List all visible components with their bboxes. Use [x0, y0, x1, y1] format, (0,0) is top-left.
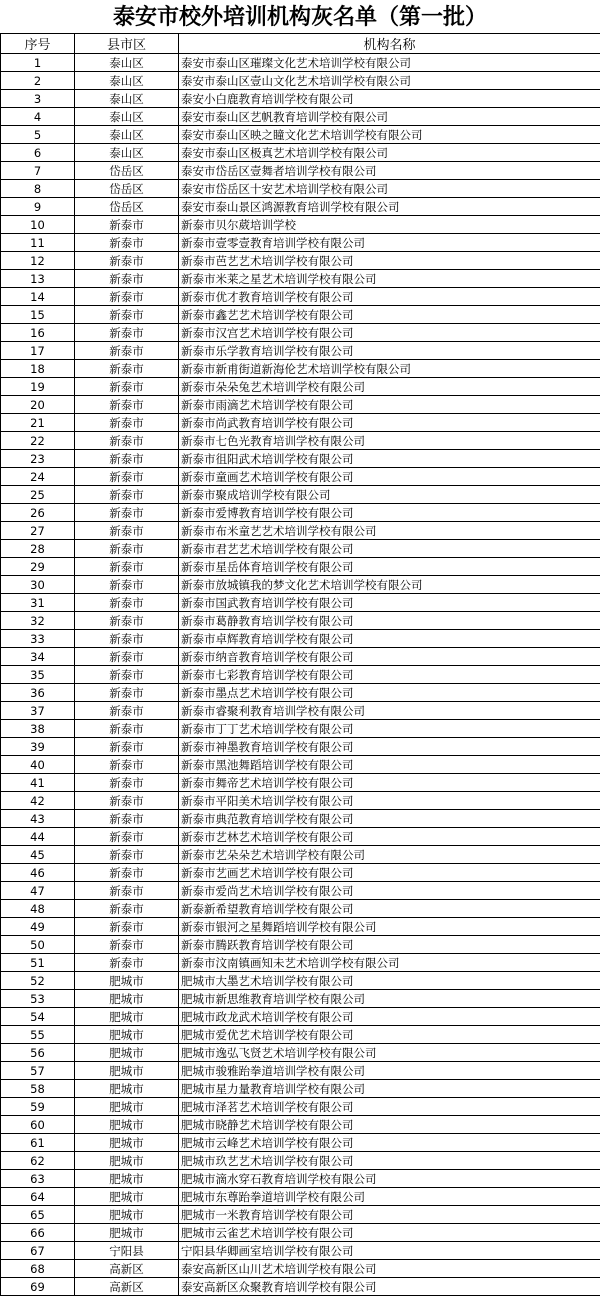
- name-cell: 泰安市泰山区璀璨文化艺术培训学校有限公司: [179, 54, 600, 72]
- county-cell: 肥城市: [75, 1170, 179, 1188]
- seq-cell: 59: [1, 1098, 75, 1116]
- seq-cell: 45: [1, 846, 75, 864]
- name-cell: 新泰市汶南镇画知未艺术培训学校有限公司: [179, 954, 600, 972]
- county-cell: 泰山区: [75, 108, 179, 126]
- name-cell: 肥城市新思维教育培训学校有限公司: [179, 990, 600, 1008]
- table-row: [1, 648, 600, 666]
- seq-cell: 56: [1, 1044, 75, 1062]
- name-cell: 新泰市纳音教育培训学校有限公司: [179, 648, 600, 666]
- seq-cell: 18: [1, 360, 75, 378]
- table-row: [1, 162, 600, 180]
- name-cell: 肥城市爱优艺术培训学校有限公司: [179, 1026, 600, 1044]
- name-cell: 新泰市星岳体育培训学校有限公司: [179, 558, 600, 576]
- name-cell: 肥城市滴水穿石教育培训学校有限公司: [179, 1170, 600, 1188]
- grey-list-table: [0, 34, 600, 1296]
- county-cell: 新泰市: [75, 810, 179, 828]
- name-cell: 新泰市葛静教育培训学校有限公司: [179, 612, 600, 630]
- county-cell: 新泰市: [75, 288, 179, 306]
- name-cell: 新泰市七色光教育培训学校有限公司: [179, 432, 600, 450]
- name-cell: 泰安市泰山区映之瞳文化艺术培训学校有限公司: [179, 126, 600, 144]
- name-cell: 新泰市丁丁艺术培训学校有限公司: [179, 720, 600, 738]
- county-cell: 肥城市: [75, 1080, 179, 1098]
- county-cell: 岱岳区: [75, 162, 179, 180]
- table-row: [1, 918, 600, 936]
- seq-cell: 51: [1, 954, 75, 972]
- table-row: [1, 612, 600, 630]
- table-row: [1, 594, 600, 612]
- county-cell: 肥城市: [75, 1008, 179, 1026]
- seq-cell: 1: [1, 54, 75, 72]
- name-cell: 新泰市国武教育培训学校有限公司: [179, 594, 600, 612]
- table-row: [1, 882, 600, 900]
- table-row: [1, 360, 600, 378]
- table-row: [1, 324, 600, 342]
- table-header-row: [1, 34, 600, 54]
- county-cell: 新泰市: [75, 432, 179, 450]
- seq-cell: 67: [1, 1242, 75, 1260]
- seq-cell: 28: [1, 540, 75, 558]
- county-cell: 新泰市: [75, 630, 179, 648]
- table-row: [1, 108, 600, 126]
- table-row: [1, 666, 600, 684]
- table-row: [1, 846, 600, 864]
- name-cell: 新泰市爱博教育培训学校有限公司: [179, 504, 600, 522]
- county-cell: 新泰市: [75, 846, 179, 864]
- table-row: [1, 378, 600, 396]
- name-cell: 新泰市艺画艺术培训学校有限公司: [179, 864, 600, 882]
- table-row: [1, 864, 600, 882]
- table-row: [1, 810, 600, 828]
- name-cell: 肥城市骏雅跆拳道培训学校有限公司: [179, 1062, 600, 1080]
- name-cell: 新泰市七彩教育培训学校有限公司: [179, 666, 600, 684]
- county-cell: 新泰市: [75, 774, 179, 792]
- name-cell: 新泰市君艺艺术培训学校有限公司: [179, 540, 600, 558]
- name-cell: 新泰市雨滴艺术培训学校有限公司: [179, 396, 600, 414]
- table-row: [1, 1224, 600, 1242]
- county-cell: 新泰市: [75, 540, 179, 558]
- name-cell: 新泰市神墨教育培训学校有限公司: [179, 738, 600, 756]
- table-row: [1, 504, 600, 522]
- table-row: [1, 936, 600, 954]
- name-cell: 泰安市岱岳区壹舞者培训学校有限公司: [179, 162, 600, 180]
- county-cell: 肥城市: [75, 1098, 179, 1116]
- county-cell: 新泰市: [75, 504, 179, 522]
- county-cell: 新泰市: [75, 792, 179, 810]
- table-row: [1, 180, 600, 198]
- county-cell: 新泰市: [75, 324, 179, 342]
- seq-cell: 48: [1, 900, 75, 918]
- name-cell: 新泰市舞帝艺术培训学校有限公司: [179, 774, 600, 792]
- county-cell: 新泰市: [75, 216, 179, 234]
- county-cell: 新泰市: [75, 270, 179, 288]
- document-title: 泰安市校外培训机构灰名单（第一批）: [0, 0, 600, 34]
- county-cell: 新泰市: [75, 360, 179, 378]
- table-row: [1, 486, 600, 504]
- county-cell: 新泰市: [75, 306, 179, 324]
- name-cell: 肥城市云雀艺术培训学校有限公司: [179, 1224, 600, 1242]
- county-cell: 新泰市: [75, 378, 179, 396]
- county-cell: 新泰市: [75, 954, 179, 972]
- name-cell: 肥城市星力量教育培训学校有限公司: [179, 1080, 600, 1098]
- header-county: 县市区: [75, 34, 179, 54]
- name-cell: 肥城市大墨艺术培训学校有限公司: [179, 972, 600, 990]
- table-row: [1, 954, 600, 972]
- table-row: [1, 306, 600, 324]
- county-cell: 岱岳区: [75, 198, 179, 216]
- name-cell: 新泰市贝尔葳培训学校: [179, 216, 600, 234]
- seq-cell: 32: [1, 612, 75, 630]
- seq-cell: 60: [1, 1116, 75, 1134]
- county-cell: 新泰市: [75, 882, 179, 900]
- county-cell: 新泰市: [75, 702, 179, 720]
- county-cell: 新泰市: [75, 558, 179, 576]
- table-row: [1, 288, 600, 306]
- county-cell: 肥城市: [75, 1206, 179, 1224]
- name-cell: 新泰市尚武教育培训学校有限公司: [179, 414, 600, 432]
- name-cell: 新泰市优才教育培训学校有限公司: [179, 288, 600, 306]
- name-cell: 新泰市新甫街道新海伦艺术培训学校有限公司: [179, 360, 600, 378]
- seq-cell: 27: [1, 522, 75, 540]
- table-row: [1, 342, 600, 360]
- name-cell: 新泰市平阳美术培训学校有限公司: [179, 792, 600, 810]
- name-cell: 泰安市泰山景区鸿源教育培训学校有限公司: [179, 198, 600, 216]
- table-row: [1, 1116, 600, 1134]
- county-cell: 泰山区: [75, 72, 179, 90]
- table-row: [1, 1062, 600, 1080]
- seq-cell: 23: [1, 450, 75, 468]
- table-row: [1, 1026, 600, 1044]
- name-cell: 新泰市卓辉教育培训学校有限公司: [179, 630, 600, 648]
- name-cell: 新泰市银河之星舞蹈培训学校有限公司: [179, 918, 600, 936]
- county-cell: 泰山区: [75, 126, 179, 144]
- table-row: [1, 1278, 600, 1296]
- table-row: [1, 1080, 600, 1098]
- seq-cell: 43: [1, 810, 75, 828]
- table-row: [1, 1188, 600, 1206]
- name-cell: 泰安高新区众聚教育培训学校有限公司: [179, 1278, 600, 1296]
- seq-cell: 50: [1, 936, 75, 954]
- seq-cell: 17: [1, 342, 75, 360]
- seq-cell: 41: [1, 774, 75, 792]
- seq-cell: 25: [1, 486, 75, 504]
- name-cell: 新泰市徂阳武术培训学校有限公司: [179, 450, 600, 468]
- seq-cell: 24: [1, 468, 75, 486]
- name-cell: 肥城市云峰艺术培训学校有限公司: [179, 1134, 600, 1152]
- table-row: [1, 576, 600, 594]
- name-cell: 新泰市爱尚艺术培训学校有限公司: [179, 882, 600, 900]
- table-row: [1, 54, 600, 72]
- county-cell: 新泰市: [75, 396, 179, 414]
- seq-cell: 5: [1, 126, 75, 144]
- seq-cell: 22: [1, 432, 75, 450]
- seq-cell: 62: [1, 1152, 75, 1170]
- seq-cell: 58: [1, 1080, 75, 1098]
- county-cell: 高新区: [75, 1278, 179, 1296]
- seq-cell: 64: [1, 1188, 75, 1206]
- seq-cell: 54: [1, 1008, 75, 1026]
- name-cell: 新泰市朵朵兔艺术培训学校有限公司: [179, 378, 600, 396]
- table-body: [1, 54, 600, 1296]
- seq-cell: 2: [1, 72, 75, 90]
- table-row: [1, 774, 600, 792]
- seq-cell: 36: [1, 684, 75, 702]
- name-cell: 肥城市政龙武术培训学校有限公司: [179, 1008, 600, 1026]
- name-cell: 新泰市墨点艺术培训学校有限公司: [179, 684, 600, 702]
- table-row: [1, 828, 600, 846]
- seq-cell: 7: [1, 162, 75, 180]
- table-row: [1, 972, 600, 990]
- table-row: [1, 414, 600, 432]
- county-cell: 新泰市: [75, 918, 179, 936]
- county-cell: 肥城市: [75, 1152, 179, 1170]
- table-row: [1, 720, 600, 738]
- seq-cell: 34: [1, 648, 75, 666]
- name-cell: 新泰市童画艺术培训学校有限公司: [179, 468, 600, 486]
- table-row: [1, 900, 600, 918]
- name-cell: 宁阳县华卿画室培训学校有限公司: [179, 1242, 600, 1260]
- county-cell: 肥城市: [75, 1134, 179, 1152]
- county-cell: 泰山区: [75, 54, 179, 72]
- name-cell: 肥城市一米教育培训学校有限公司: [179, 1206, 600, 1224]
- county-cell: 新泰市: [75, 450, 179, 468]
- table-row: [1, 216, 600, 234]
- county-cell: 新泰市: [75, 468, 179, 486]
- table-row: [1, 738, 600, 756]
- county-cell: 新泰市: [75, 234, 179, 252]
- table-row: [1, 432, 600, 450]
- county-cell: 肥城市: [75, 990, 179, 1008]
- seq-cell: 6: [1, 144, 75, 162]
- name-cell: 肥城市东尊跆拳道培训学校有限公司: [179, 1188, 600, 1206]
- name-cell: 新泰市艺林艺术培训学校有限公司: [179, 828, 600, 846]
- seq-cell: 33: [1, 630, 75, 648]
- name-cell: 新泰市腾跃教育培训学校有限公司: [179, 936, 600, 954]
- table-row: [1, 1170, 600, 1188]
- name-cell: 新泰市睿聚利教育培训学校有限公司: [179, 702, 600, 720]
- name-cell: 新泰市米莱之星艺术培训学校有限公司: [179, 270, 600, 288]
- name-cell: 新泰新希望教育培训学校有限公司: [179, 900, 600, 918]
- name-cell: 泰安市泰山区艺帆教育培训学校有限公司: [179, 108, 600, 126]
- table-row: [1, 396, 600, 414]
- county-cell: 岱岳区: [75, 180, 179, 198]
- table-row: [1, 468, 600, 486]
- table-row: [1, 756, 600, 774]
- table-row: [1, 630, 600, 648]
- seq-cell: 13: [1, 270, 75, 288]
- county-cell: 肥城市: [75, 1116, 179, 1134]
- table-row: [1, 1242, 600, 1260]
- county-cell: 肥城市: [75, 1224, 179, 1242]
- table-row: [1, 144, 600, 162]
- name-cell: 泰安高新区山川艺术培训学校有限公司: [179, 1260, 600, 1278]
- seq-cell: 49: [1, 918, 75, 936]
- name-cell: 泰安市泰山区壹山文化艺术培训学校有限公司: [179, 72, 600, 90]
- table-row: [1, 90, 600, 108]
- name-cell: 新泰市汉宫艺术培训学校有限公司: [179, 324, 600, 342]
- county-cell: 泰山区: [75, 90, 179, 108]
- table-row: [1, 990, 600, 1008]
- seq-cell: 31: [1, 594, 75, 612]
- seq-cell: 69: [1, 1278, 75, 1296]
- table-row: [1, 252, 600, 270]
- table-row: [1, 1260, 600, 1278]
- seq-cell: 14: [1, 288, 75, 306]
- table-row: [1, 1008, 600, 1026]
- seq-cell: 16: [1, 324, 75, 342]
- seq-cell: 68: [1, 1260, 75, 1278]
- seq-cell: 44: [1, 828, 75, 846]
- county-cell: 新泰市: [75, 612, 179, 630]
- name-cell: 泰安市泰山区极真艺术培训学校有限公司: [179, 144, 600, 162]
- header-name: 机构名称: [179, 34, 600, 54]
- seq-cell: 40: [1, 756, 75, 774]
- seq-cell: 63: [1, 1170, 75, 1188]
- name-cell: 肥城市逸弘飞贤艺术培训学校有限公司: [179, 1044, 600, 1062]
- county-cell: 新泰市: [75, 648, 179, 666]
- table-row: [1, 126, 600, 144]
- table-row: [1, 198, 600, 216]
- county-cell: 新泰市: [75, 594, 179, 612]
- county-cell: 新泰市: [75, 936, 179, 954]
- name-cell: 新泰市黑池舞蹈培训学校有限公司: [179, 756, 600, 774]
- seq-cell: 9: [1, 198, 75, 216]
- table-row: [1, 1206, 600, 1224]
- seq-cell: 35: [1, 666, 75, 684]
- table-row: [1, 792, 600, 810]
- county-cell: 新泰市: [75, 684, 179, 702]
- seq-cell: 38: [1, 720, 75, 738]
- name-cell: 泰安小白鹿教育培训学校有限公司: [179, 90, 600, 108]
- name-cell: 新泰市典范教育培训学校有限公司: [179, 810, 600, 828]
- table-row: [1, 684, 600, 702]
- seq-cell: 15: [1, 306, 75, 324]
- seq-cell: 4: [1, 108, 75, 126]
- name-cell: 肥城市晓静艺术培训学校有限公司: [179, 1116, 600, 1134]
- table-row: [1, 72, 600, 90]
- table-row: [1, 540, 600, 558]
- seq-cell: 26: [1, 504, 75, 522]
- seq-cell: 47: [1, 882, 75, 900]
- county-cell: 新泰市: [75, 522, 179, 540]
- seq-cell: 61: [1, 1134, 75, 1152]
- county-cell: 新泰市: [75, 864, 179, 882]
- seq-cell: 53: [1, 990, 75, 1008]
- seq-cell: 11: [1, 234, 75, 252]
- seq-cell: 52: [1, 972, 75, 990]
- county-cell: 新泰市: [75, 738, 179, 756]
- seq-cell: 57: [1, 1062, 75, 1080]
- county-cell: 新泰市: [75, 342, 179, 360]
- seq-cell: 3: [1, 90, 75, 108]
- county-cell: 新泰市: [75, 900, 179, 918]
- seq-cell: 46: [1, 864, 75, 882]
- name-cell: 泰安市岱岳区十安艺术培训学校有限公司: [179, 180, 600, 198]
- seq-cell: 12: [1, 252, 75, 270]
- name-cell: 肥城市玖艺艺术培训学校有限公司: [179, 1152, 600, 1170]
- county-cell: 肥城市: [75, 1062, 179, 1080]
- table-row: [1, 450, 600, 468]
- county-cell: 新泰市: [75, 828, 179, 846]
- county-cell: 肥城市: [75, 1026, 179, 1044]
- name-cell: 新泰市鑫艺艺术培训学校有限公司: [179, 306, 600, 324]
- header-seq: 序号: [1, 34, 75, 54]
- county-cell: 肥城市: [75, 1044, 179, 1062]
- table-row: [1, 1044, 600, 1062]
- county-cell: 泰山区: [75, 144, 179, 162]
- seq-cell: 29: [1, 558, 75, 576]
- county-cell: 新泰市: [75, 666, 179, 684]
- table-row: [1, 234, 600, 252]
- table-row: [1, 1152, 600, 1170]
- seq-cell: 55: [1, 1026, 75, 1044]
- name-cell: 新泰市放城镇我的梦文化艺术培训学校有限公司: [179, 576, 600, 594]
- table-row: [1, 558, 600, 576]
- name-cell: 新泰市壹零壹教育培训学校有限公司: [179, 234, 600, 252]
- county-cell: 新泰市: [75, 756, 179, 774]
- table-row: [1, 702, 600, 720]
- county-cell: 新泰市: [75, 720, 179, 738]
- seq-cell: 30: [1, 576, 75, 594]
- name-cell: 新泰市艺朵朵艺术培训学校有限公司: [179, 846, 600, 864]
- seq-cell: 37: [1, 702, 75, 720]
- table-row: [1, 1134, 600, 1152]
- name-cell: 新泰市乐学教育培训学校有限公司: [179, 342, 600, 360]
- county-cell: 肥城市: [75, 972, 179, 990]
- seq-cell: 39: [1, 738, 75, 756]
- county-cell: 高新区: [75, 1260, 179, 1278]
- seq-cell: 10: [1, 216, 75, 234]
- name-cell: 肥城市泽茗艺术培训学校有限公司: [179, 1098, 600, 1116]
- name-cell: 新泰市布米童艺艺术培训学校有限公司: [179, 522, 600, 540]
- table-row: [1, 522, 600, 540]
- table-row: [1, 270, 600, 288]
- county-cell: 新泰市: [75, 486, 179, 504]
- county-cell: 新泰市: [75, 576, 179, 594]
- name-cell: 新泰市芭艺艺术培训学校有限公司: [179, 252, 600, 270]
- county-cell: 新泰市: [75, 252, 179, 270]
- county-cell: 新泰市: [75, 414, 179, 432]
- county-cell: 宁阳县: [75, 1242, 179, 1260]
- seq-cell: 20: [1, 396, 75, 414]
- seq-cell: 19: [1, 378, 75, 396]
- seq-cell: 21: [1, 414, 75, 432]
- seq-cell: 42: [1, 792, 75, 810]
- seq-cell: 65: [1, 1206, 75, 1224]
- county-cell: 肥城市: [75, 1188, 179, 1206]
- seq-cell: 8: [1, 180, 75, 198]
- seq-cell: 66: [1, 1224, 75, 1242]
- name-cell: 新泰市聚成培训学校有限公司: [179, 486, 600, 504]
- table-row: [1, 1098, 600, 1116]
